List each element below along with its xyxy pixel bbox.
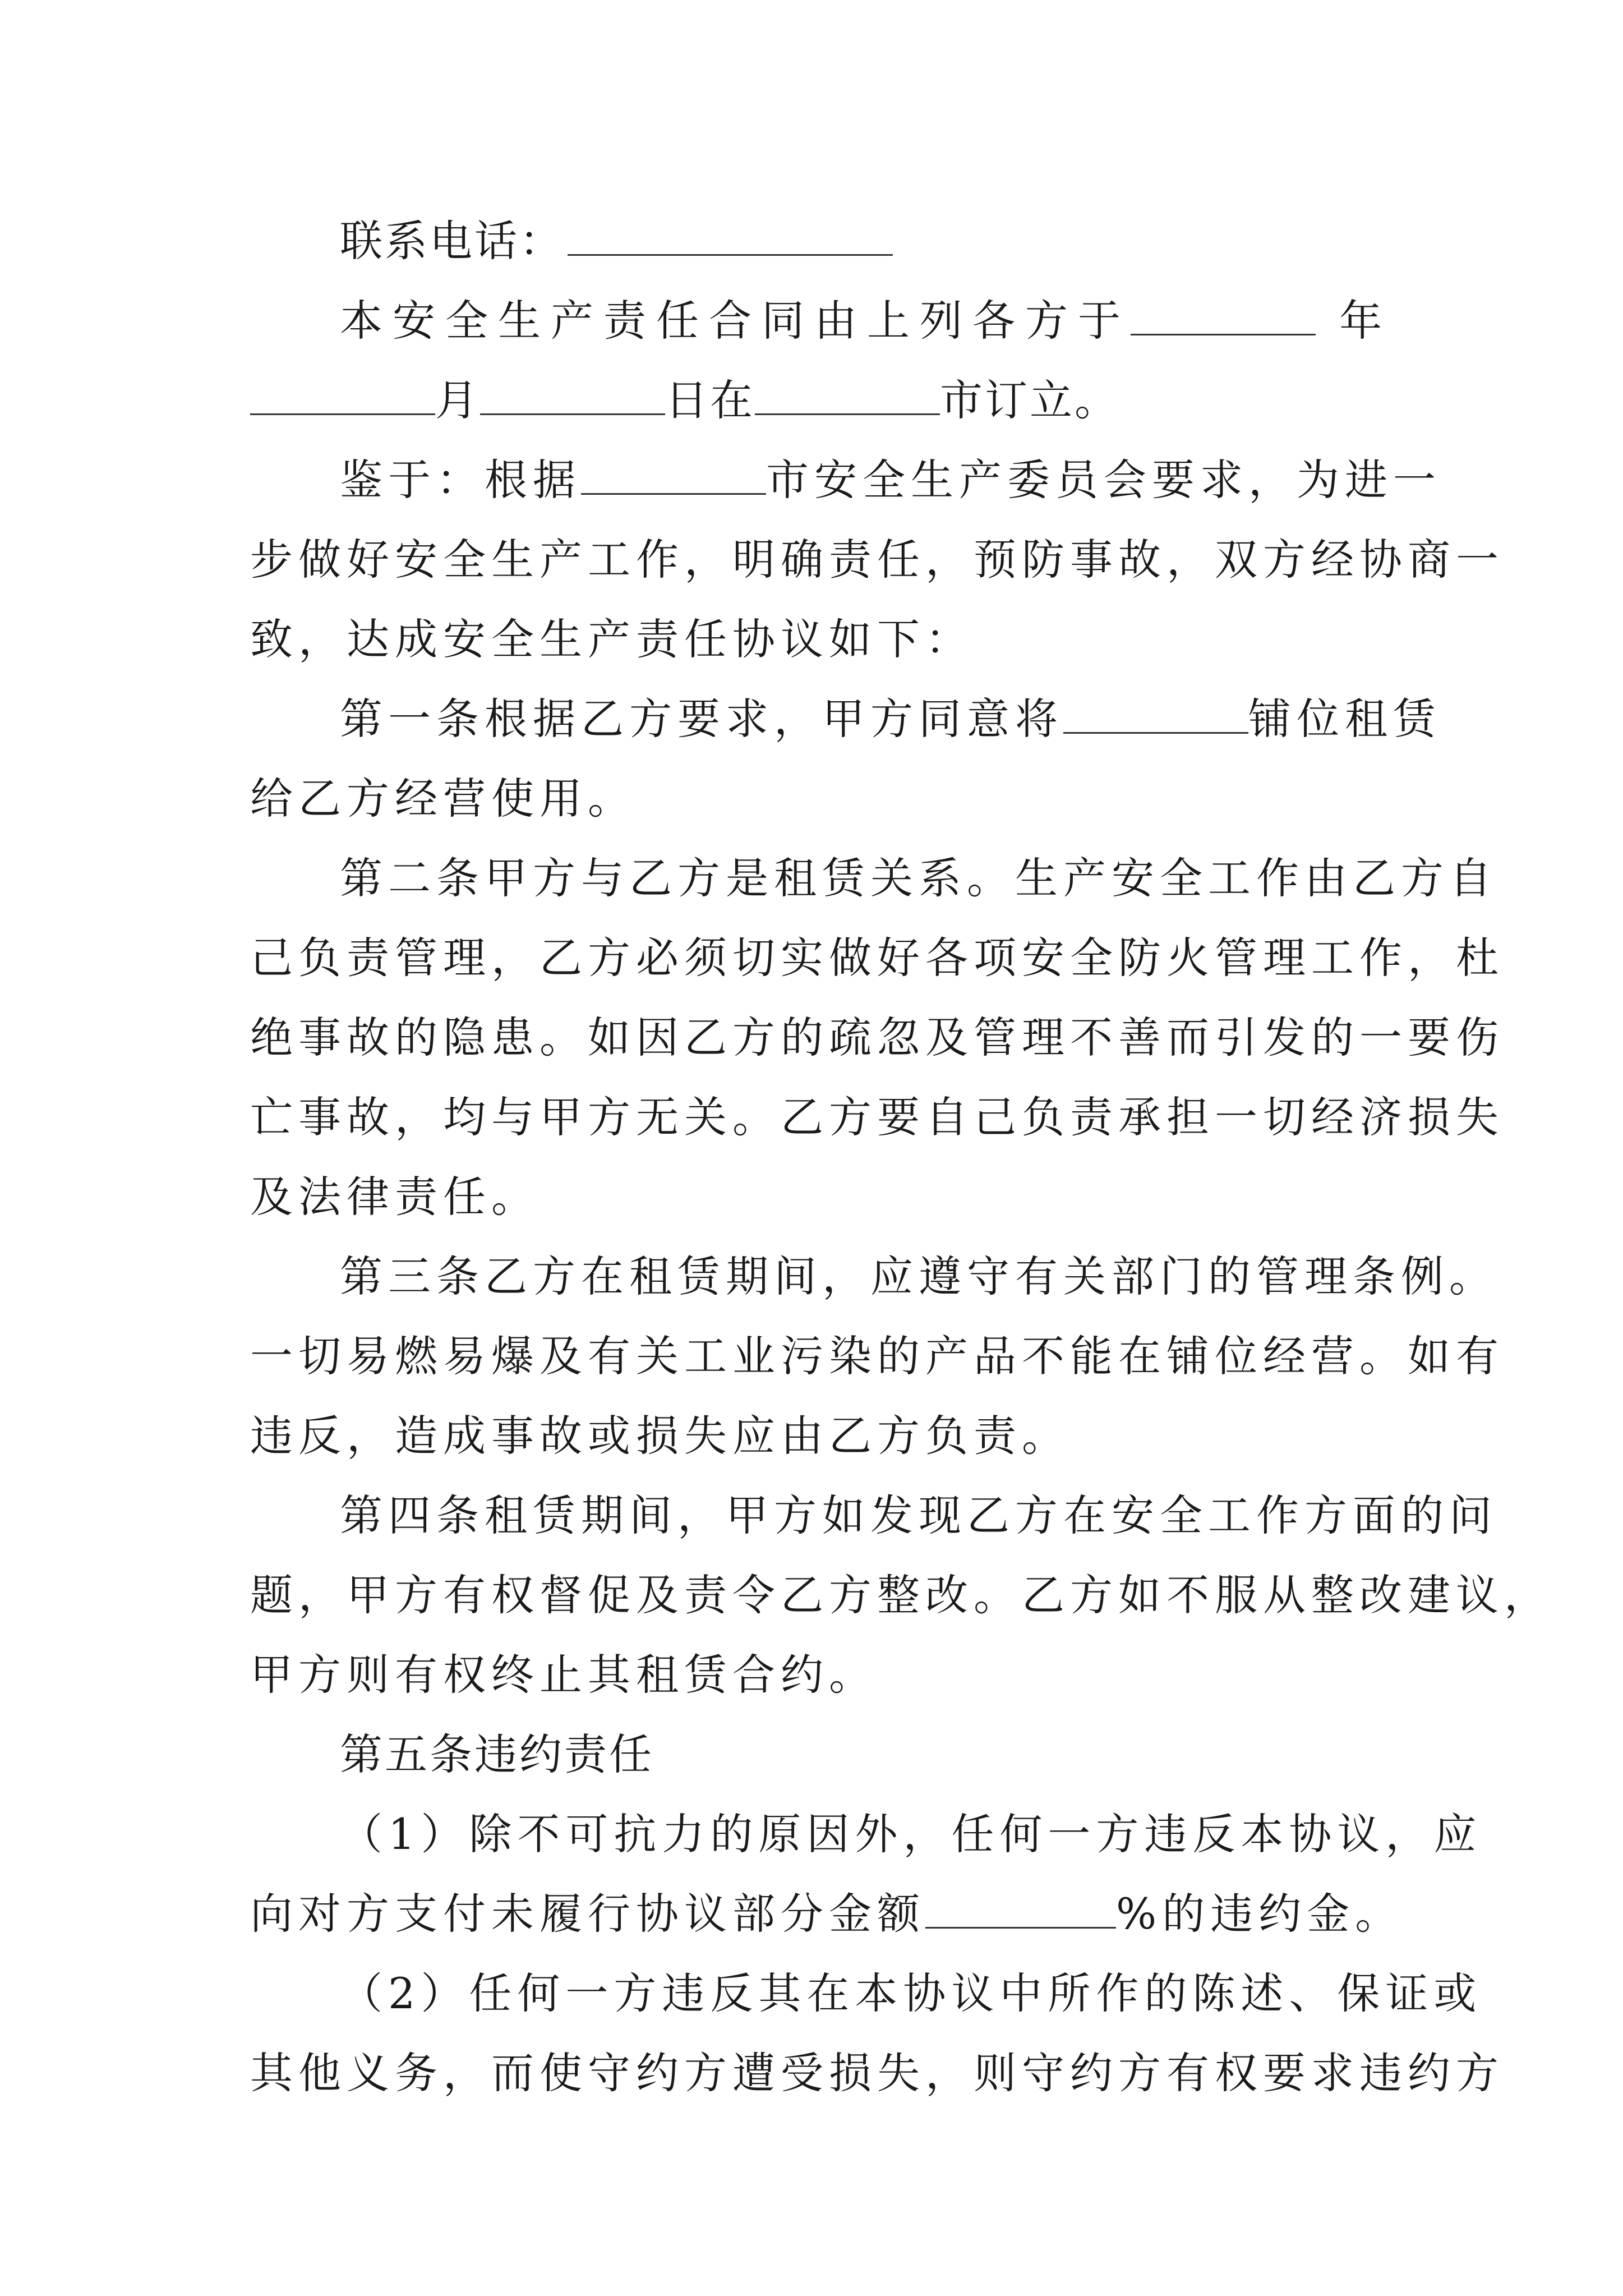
blank-field[interactable]: [480, 373, 665, 415]
text-segment: 第一条根据乙方要求，甲方同意将: [340, 694, 1063, 744]
paragraph-line: 第二条甲方与乙方是租赁关系。生产安全工作由乙方自: [340, 853, 1497, 903]
text-segment: %的违约金。: [1116, 1889, 1404, 1939]
blank-field[interactable]: [250, 373, 435, 415]
paragraph-line: 及法律责任。: [250, 1172, 540, 1222]
section-heading: 第五条违约责任: [340, 1729, 654, 1779]
paragraph-line: 其他义务，而使守约方遭受损失，则守约方有权要求违约方: [250, 2048, 1504, 2098]
phone-line: [340, 213, 1383, 269]
paragraph-line: 步做好安全生产工作，明确责任，预防事故，双方经协商一: [250, 535, 1504, 585]
text-segment: 日在: [665, 375, 755, 425]
paragraph-line: 第四条租赁期间，甲方如发现乙方在安全工作方面的问: [340, 1490, 1497, 1540]
paragraph-line: 致，达成安全生产责任协议如下：: [250, 614, 974, 664]
paragraph-line: 绝事故的隐患。如因乙方的疏忽及管理不善而引发的一要伤: [250, 1013, 1504, 1062]
text-segment: 铺位租赁: [1248, 694, 1441, 744]
text-segment: 市订立。: [940, 375, 1119, 425]
paragraph-line: [340, 691, 1441, 747]
paragraph-line: （1）除不可抗力的原因外，任何一方违反本协议，应: [340, 1809, 1482, 1859]
text-segment: 市安全生产委员会要求，为进一: [766, 455, 1441, 505]
phone-blank[interactable]: [568, 214, 893, 256]
paragraph-line: 一切易燃易爆及有关工业污染的产品不能在铺位经营。如有: [250, 1331, 1504, 1381]
text-segment: 年: [1339, 296, 1393, 346]
blank-field[interactable]: [581, 453, 766, 495]
year-blank[interactable]: [1131, 293, 1316, 335]
paragraph-line: 第三条乙方在租赁期间，应遵守有关部门的管理条例。: [340, 1251, 1497, 1301]
paragraph-line: [340, 452, 1441, 508]
blank-field[interactable]: [1063, 692, 1248, 734]
paragraph-line: （2）任何一方违反其在本协议中所作的陈述、保证或: [340, 1968, 1482, 2018]
paragraph-line: 题，甲方有权督促及责令乙方整改。乙方如不服从整改建议，: [250, 1570, 1552, 1620]
phone-label: 联系电话：: [340, 216, 564, 266]
paragraph-line: 甲方则有权终止其租赁合约。: [250, 1650, 877, 1700]
blank-field[interactable]: [755, 373, 940, 415]
paragraph-line: 亡事故，均与甲方无关。乙方要自己负责承担一切经济损失: [250, 1092, 1504, 1142]
text-segment: 鉴于：根据: [340, 455, 581, 505]
paragraph-line: [250, 372, 1383, 429]
text-segment: 向对方支付未履行协议部分金额: [250, 1889, 925, 1939]
paragraph-line: [340, 293, 1393, 349]
text-segment: 本安全生产责任合同由上列各方于: [340, 296, 1131, 346]
paragraph-line: 违反，造成事故或损失应由乙方负责。: [250, 1411, 1070, 1461]
paragraph-line: [250, 1886, 1404, 1942]
paragraph-line: 给乙方经营使用。: [250, 774, 636, 823]
percent-blank[interactable]: [925, 1887, 1116, 1929]
paragraph-line: 己负责管理，乙方必须切实做好各项安全防火管理工作，杜: [250, 933, 1504, 983]
text-segment: 月: [435, 375, 480, 425]
